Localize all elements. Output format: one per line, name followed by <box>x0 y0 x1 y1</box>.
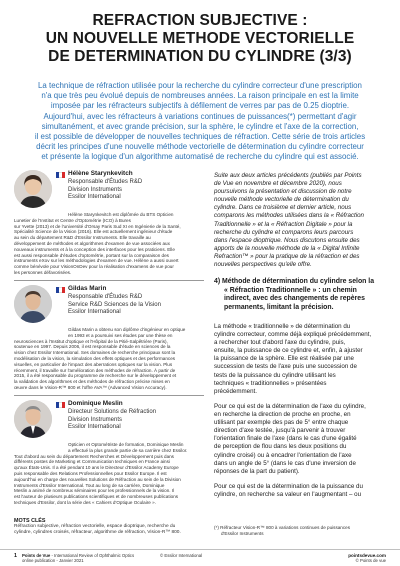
author-divider <box>14 280 204 281</box>
title-line-1: REFRACTION SUBJECTIVE : <box>92 12 308 29</box>
bio-line: comme bénévole pour VisionOnDev pour la réalisation d'examens de vue pour <box>14 264 174 270</box>
text-line: Suite aux deux articles précédents (publiés par Points <box>214 172 362 179</box>
text-line: dans l'espace dioptrique. Nous discutons ensuite des <box>214 236 360 244</box>
body-paragraph-1 <box>214 323 388 396</box>
author-portrait <box>14 285 52 323</box>
publication-subtitle: - International Review of Ophthalmic Optics <box>50 553 135 558</box>
text-line: nouvelles perspectives qu'elle offre. <box>214 261 312 269</box>
bio-line: a effectué la plus grande partie de sa carrière chez Essilor. <box>68 447 188 453</box>
text-line: apports de la nouvelle méthode de la « Digital Infinite <box>214 244 360 252</box>
text-line: direction d'axe testée, jusqu'à parvenir à trouver <box>214 427 346 435</box>
intro-line: Aujourd'hui, avec les réfracteurs à variations continues de puissances(*) permettant d'agir <box>43 111 357 121</box>
author-role: Division Instruments <box>68 416 123 423</box>
portrait-photo <box>14 170 52 208</box>
footnote-line: d'Essilor Instruments <box>221 530 264 536</box>
text-line: succession de tests de l'axe puis une succession de <box>214 363 357 371</box>
text-line: comparons les méthodes utilisées dans la « Réfraction <box>214 212 364 220</box>
bio-line: Meslin a animé de nombreux séminaires pour les professionnels de la vision. Il <box>14 488 175 494</box>
heading-line: permanents, limitant la précision. <box>224 303 334 311</box>
author-name: Gildas Marin <box>68 285 107 292</box>
text-line: cylindre correcteur, comme déjà expliqué précédemment, <box>214 331 372 339</box>
title-line-2: UN NOUVELLE METHODE VECTORIELLE <box>45 30 355 47</box>
bio-line: puis responsable des Relations Professionnelles pour Essilor Europe. Il est <box>14 470 167 476</box>
bio-line: 2015, il a été responsable du programme de recherche sur le développement et <box>14 373 177 379</box>
text-line: poursuivons la présentation et discussion de notre <box>214 188 352 196</box>
bio-line: au sein du département R&D d'Essilor Instruments. Elle travaille au <box>14 235 151 241</box>
copyright: © Essilor International <box>160 553 203 558</box>
footnote-line: (*) Réfracteur Vision-R™ 800 à variations continues de puissances <box>214 525 351 530</box>
bio-line: qu'aux États-Unis. Il a été pendant 10 ans le Directeur d'Essilor Academy Europe <box>14 465 179 471</box>
body-paragraph-3 <box>214 483 388 499</box>
body-paragraph-2 <box>214 403 388 476</box>
flag-france-icon <box>56 172 65 178</box>
text-line: précédemment. <box>214 387 257 395</box>
bio-line: Opticien et Optométriste de formation, Dominique Meslin <box>68 442 184 447</box>
page-footer <box>0 549 400 562</box>
section-4-heading <box>214 278 388 312</box>
heading-line: indirect, avec des changements de repères <box>224 295 365 303</box>
author-portrait <box>14 170 52 208</box>
text-line: techniques « traditionnelles » présentées <box>214 379 327 387</box>
bio-line: soutenue en 1997. Depuis 2006, il est responsable d'étude en sciences de la <box>14 344 171 350</box>
text-line: Traditionnelle » et la « Réfraction Digitale » pour la <box>214 220 353 228</box>
bio-line: modélisation de la vision, la simulation des effets optiques et des performances <box>14 355 176 361</box>
text-line: recherche du cylindre et comparons leurs parcours <box>214 228 354 236</box>
bio-line: aujourd'hui en charge des nouvelles Solutions de Réfraction au sein de la Division <box>14 476 181 482</box>
intro-line: simultanément, et avec grande précision, sur la sphère, le cylindre et l'axe de la correction, <box>41 121 359 131</box>
author-portrait <box>14 400 52 438</box>
bio-line: Lunetier de l'Institut et Centre d'Optométrie (ICO) à Bures <box>14 217 131 223</box>
footnote <box>214 525 388 537</box>
page-number: 1 <box>14 553 17 559</box>
edition-line: online publication - Janvier 2021 <box>22 558 84 563</box>
text-line: Pour ce qui est de la détermination de la puissance du <box>214 483 363 490</box>
author-role: Responsable d'Études R&D <box>68 179 143 185</box>
site-copyright: © Points de vue <box>355 558 386 563</box>
author-block-starynkevitch <box>14 170 204 290</box>
author-role: Service R&D Sciences de la Vision <box>68 301 161 308</box>
heading-line: 4) Méthode de détermination du cylindre selon la <box>214 278 375 285</box>
keywords-block <box>14 518 204 536</box>
text-line: cylindre croisé) ou à encadrer l'orientation de l'axe <box>214 451 352 459</box>
text-line: cylindre. Dans ce troisième et dernier article, nous <box>214 204 352 212</box>
author-bio <box>14 327 204 391</box>
bio-line: en 1993 et a poursuivi ses études par une thèse en <box>68 332 173 338</box>
text-line: de perception de flou dans les deux positions du <box>214 443 347 451</box>
text-line: Refraction™ » pour la pratique de la réfraction et des <box>214 252 360 260</box>
text-line: a rechercher tout d'abord l'axe du cylindre, puis, <box>214 339 346 347</box>
keywords-line: Réfraction subjective, réfraction vectorielle, espace dioptrique, recherche du <box>14 524 176 529</box>
author-name: Hélène Starynkevitch <box>68 170 133 177</box>
text-line: cylindre, on recherche sa valeur en l'augmentant – ou <box>214 491 362 499</box>
text-line: dans un angle de 5° (dans le cas d'une inversion de <box>214 459 356 467</box>
text-line: en recherche la direction de proche en proche, en <box>214 411 351 419</box>
bio-line: Spécialité Science de la Vision (2016). Elle est actuellement ingénieur d'étude <box>14 229 173 235</box>
bio-line: techniques d'Essilor, dont la série des « Cahiers d'Optique Oculaire ». <box>14 499 156 505</box>
intro-paragraph <box>22 81 378 163</box>
heading-line: « Réfraction Traditionnelle » : un chemin <box>224 286 357 294</box>
bio-line: Hélène Starynkevitch est diplômée du BTS Opticien <box>68 212 174 217</box>
bio-line: est aussi responsable d'études d'optométrie, portant sur la comparaison des <box>14 252 169 258</box>
title-line-3: DE DETERMINATION DU CYLINDRE (3/3) <box>48 48 352 65</box>
author-divider <box>14 395 204 396</box>
bio-line: Instruments d'Essilor International. Tout au long de sa carrière, Dominique <box>14 482 165 488</box>
intro-line: La technique de réfraction utilisée pour la recherche du cylindre correcteur d'une prescription <box>38 81 362 90</box>
author-bio <box>14 442 204 506</box>
text-line: la puissance de la sphère. Elle est réalisée par une <box>214 355 354 363</box>
author-block-meslin <box>14 400 204 518</box>
intro-line: il est possible de développer de nouvelles techniques de réfraction. Cette série de trois articles <box>34 132 366 142</box>
text-line: Pour ce qui est de la détermination de l'axe du cylindre, <box>214 403 366 410</box>
right-intro-paragraph <box>214 172 388 269</box>
bio-line: sur Yvette (2013) et de l'université d'Orsay Paris Sud XI en Ingénierie de la Santé, <box>14 223 181 229</box>
flag-france-icon <box>56 402 65 408</box>
bio-line: récemment, il travaille sur l'amélioration des méthodes de réfraction. À partir de <box>14 367 176 373</box>
flag-france-icon <box>56 287 65 293</box>
text-line: nouvelle méthode vectorielle de détermination du <box>214 196 349 204</box>
bio-line: est l'auteur de plusieurs publications scientifiques et de nombreuses publications <box>14 494 179 500</box>
bio-line: développement de méthodes et algorithmes d'examen de vue associées aux <box>14 240 170 246</box>
portrait-photo <box>14 400 52 438</box>
bio-line: Tout d'abord au sein du département Recherches et Développement puis dans <box>14 453 174 459</box>
bio-line: instruments eXov sur les méthodologies d'examen de vue. Hélène a aussi ouvert <box>14 258 179 264</box>
text-line: utilisant par exemple des pas de 5° entre chaque <box>214 419 349 427</box>
intro-line: décrit les principes d'une nouvelle méthode vectorielle de détermination du cylindre correcteur <box>36 142 364 152</box>
keywords-line: cylindre, cylindres croisés, réfracteur, algorithme de réfraction, Vision-R™ 800. <box>14 530 181 535</box>
publication-name: Points de Vue <box>22 553 51 558</box>
bio-line: œuvre dans le Vision-R™ 800 et l'offre AVA™ (Advanced Vision Accuracy). <box>14 384 167 390</box>
author-role: Essilor International <box>68 309 121 315</box>
author-role: Essilor International <box>68 424 121 430</box>
portrait-photo <box>14 285 52 323</box>
keywords-body <box>14 524 204 536</box>
bio-line: Gildas Marin a obtenu son diplôme d'ingénieur en optique <box>68 327 186 332</box>
text-line: de Vue en novembre et décembre 2020), nous <box>214 180 342 188</box>
bio-line: différents postes de Marketing et Communication techniques en France ainsi <box>14 459 170 465</box>
bio-line: visuelles, en particulier de l'impact des aberrations optiques sur la vision. Plus <box>14 361 173 367</box>
author-role: Essilor International <box>68 194 121 200</box>
author-role: Division Instruments <box>68 186 123 193</box>
bio-line: nouveaux instruments et à la conception des interfaces pour les praticiens. Elle <box>14 246 175 252</box>
bio-line: neurosciences à l'Institut d'optique et l'Hôpital de la Pitié-Salpêtrière (Paris), <box>14 338 168 344</box>
intro-line: n'a que très peu évolué depuis de nombreuses années. La raison principale en est la limite <box>41 91 359 101</box>
author-role: Directeur Solutions de Réfraction <box>68 409 157 415</box>
author-block-marin <box>14 285 204 405</box>
author-role: Responsable d'Études R&D <box>68 294 143 300</box>
text-line: l'orientation finale de l'axe (dans le cas d'une égalité <box>214 435 357 443</box>
bio-line: les personnes défavorisées. <box>14 269 72 275</box>
intro-line: et présente la logique d'un algorithme automatisé de recherche du cylindre qui est associé. <box>41 152 359 162</box>
text-line: tests de la puissance du cylindre utilisant les <box>214 371 336 379</box>
website-link[interactable]: pointsdevue.com <box>348 553 386 558</box>
text-line: réponses de la part du patient). <box>214 467 300 475</box>
keywords-title: MOTS CLÉS <box>14 518 46 524</box>
bio-line: la validation des algorithmes et des méthodes de réfraction précise mises en <box>14 379 170 385</box>
author-name: Dominique Meslin <box>68 400 123 407</box>
intro-line: imposée par les réfracteurs subjectifs à défilement de verres par pas de 0.25 dioptrie. <box>50 101 350 111</box>
text-line: ensuite, la puissance de ce cylindre et, enfin, à ajuster <box>214 347 363 355</box>
author-bio <box>14 212 204 276</box>
bio-line: vision chez Essilor International. Ses domaines de recherche principaux sont la <box>14 350 176 356</box>
text-line: La méthode « traditionnelle » de détermination du <box>214 323 351 330</box>
